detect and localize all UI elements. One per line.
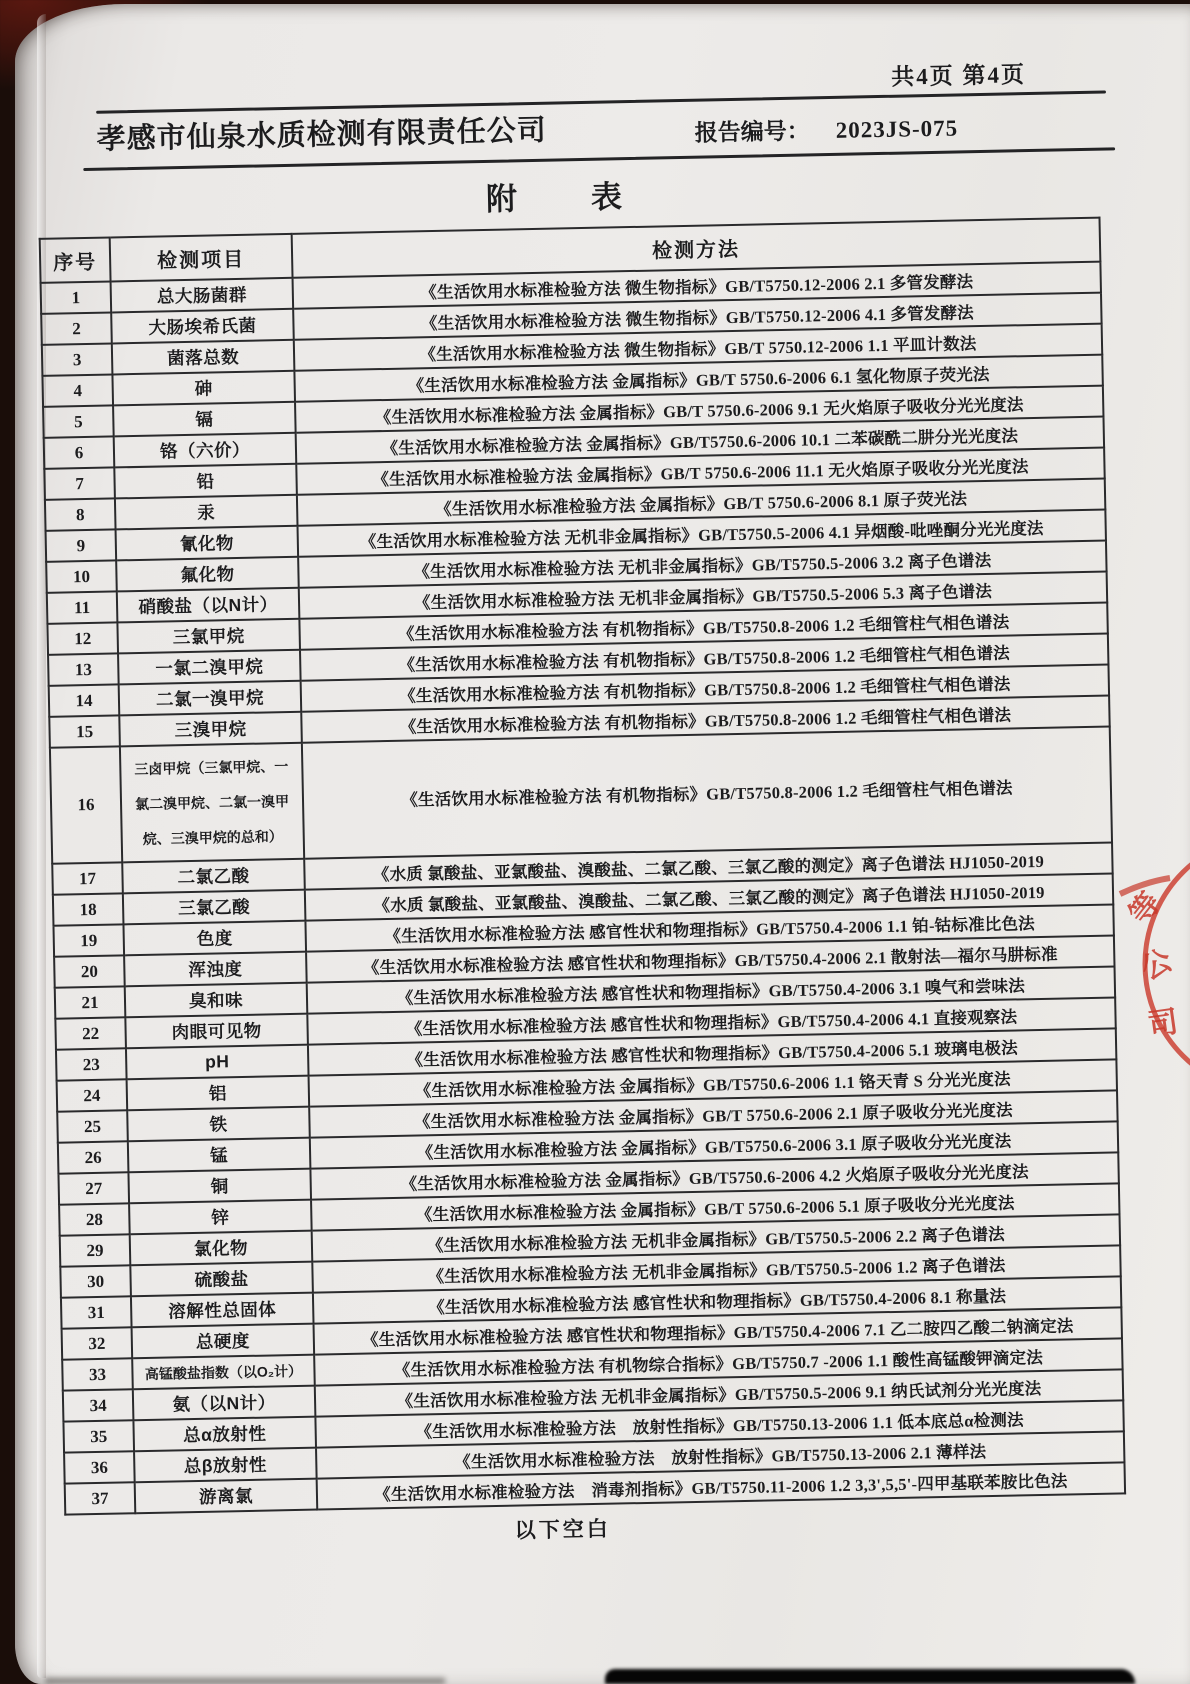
- test-item: 氯化物: [130, 1231, 313, 1266]
- test-method: 《生活饮用水标准检验方法 微生物指标》GB/T5750.12-2006 2.1 多管发酵法: [293, 262, 1101, 309]
- row-number: 25: [57, 1110, 128, 1142]
- row-number: 31: [61, 1296, 132, 1328]
- test-method: 《水质 氯酸盐、亚氯酸盐、溴酸盐、二氯乙酸、三氯乙酸的测定》离子色谱法 HJ1050-2019: [305, 873, 1113, 920]
- test-method: 《生活饮用水标准检验方法 有机物指标》GB/T5750.8-2006 1.2 毛细管柱气相色谱法: [300, 634, 1108, 681]
- test-item: 硝酸盐（以N计）: [117, 588, 300, 623]
- row-number: 2: [41, 312, 112, 344]
- test-method: 《生活饮用水标准检验方法 金属指标》GB/T5750.6-2006 3.1 原子吸收分光光度法: [310, 1121, 1118, 1168]
- scanned-page: [15, 4, 1190, 1684]
- row-number: 15: [49, 715, 120, 747]
- test-item: 一氯二溴甲烷: [118, 650, 301, 685]
- test-method: 《生活饮用水标准检验方法 感官性状和物理指标》GB/T5750.4-2006 4.1 直接观察法: [307, 997, 1115, 1044]
- test-item: 氰化物: [116, 526, 299, 561]
- row-number: 28: [59, 1203, 130, 1235]
- stamp-char: 等: [1123, 886, 1168, 931]
- test-item: 铝: [127, 1076, 310, 1111]
- row-number: 26: [58, 1141, 129, 1173]
- methods-table: [39, 217, 1126, 1516]
- row-number: 13: [48, 653, 119, 685]
- test-method: 《生活饮用水标准检验方法 无机非金属指标》GB/T5750.5-2006 9.1 纳氏试剂分光光度法: [315, 1369, 1123, 1416]
- methods-table-wrapper: [39, 217, 1126, 1516]
- row-number: 8: [45, 498, 116, 530]
- test-item: 三溴甲烷: [119, 712, 302, 747]
- row-number: 1: [41, 281, 112, 313]
- row-number: 9: [46, 529, 117, 561]
- test-method: 《生活饮用水标准检验方法 感官性状和物理指标》GB/T5750.4-2006 8.1 称量法: [313, 1276, 1121, 1323]
- report-number-value: 2023JS-075: [835, 115, 959, 143]
- table-row: [50, 727, 1112, 864]
- col-header-no: 序号: [40, 237, 111, 282]
- test-method: 《生活饮用水标准检验方法 无机非金属指标》GB/T5750.5-2006 1.2 离子色谱法: [312, 1245, 1120, 1292]
- row-number: 21: [55, 986, 126, 1018]
- company-name: 孝感市仙泉水质检测有限责任公司: [96, 114, 547, 156]
- test-item: 肉眼可见物: [125, 1014, 308, 1049]
- test-method: 《生活饮用水标准检验方法 有机物指标》GB/T5750.8-2006 1.2 毛细管柱气相色谱法: [299, 603, 1107, 650]
- row-number: 17: [52, 862, 123, 894]
- row-number: 34: [63, 1389, 134, 1421]
- row-number: 3: [42, 343, 113, 375]
- test-method: 《生活饮用水标准检验方法 消毒剂指标》GB/T5750.11-2006 1.2 3,3',5,5'-四甲基联苯胺比色法: [317, 1462, 1125, 1509]
- row-number: 5: [43, 405, 114, 437]
- scan-shadow-bottom: [605, 1669, 1135, 1684]
- row-number: 23: [56, 1048, 127, 1080]
- test-method: 《生活饮用水标准检验方法 有机物综合指标》GB/T5750.7 -2006 1.1 酸性高锰酸钾滴定法: [314, 1338, 1122, 1385]
- row-number: 16: [50, 746, 122, 863]
- test-method: 《水质 氯酸盐、亚氯酸盐、溴酸盐、二氯乙酸、三氯乙酸的测定》离子色谱法 HJ1050-2019: [304, 842, 1112, 889]
- row-number: 20: [54, 955, 125, 987]
- row-number: 19: [53, 924, 124, 956]
- test-item: 锰: [128, 1138, 311, 1173]
- test-item: 锌: [129, 1200, 312, 1235]
- test-method: 《生活饮用水标准检验方法 有机物指标》GB/T5750.8-2006 1.2 毛细管柱气相色谱法: [302, 727, 1112, 859]
- test-method: 《生活饮用水标准检验方法 金属指标》GB/T5750.6-2006 4.2 火焰原子吸收分光光度法: [310, 1152, 1118, 1199]
- test-method: 《生活饮用水标准检验方法 无机非金属指标》GB/T5750.5-2006 4.1 异烟酸-吡唑酮分光光度法: [298, 510, 1106, 557]
- row-number: 29: [60, 1234, 131, 1266]
- test-item: 大肠埃希氏菌: [111, 309, 294, 344]
- row-number: 32: [62, 1327, 133, 1359]
- test-item: 铬（六价）: [114, 433, 297, 468]
- test-method: 《生活饮用水标准检验方法 有机物指标》GB/T5750.8-2006 1.2 毛细管柱气相色谱法: [301, 696, 1109, 743]
- footer-note: 以下空白: [514, 1516, 611, 1543]
- row-number: 22: [55, 1017, 126, 1049]
- test-item: 三氯甲烷: [117, 619, 300, 654]
- test-method: 《生活饮用水标准检验方法 感官性状和物理指标》GB/T5750.4-2006 7.1 乙二胺四乙酸二钠滴定法: [314, 1307, 1122, 1354]
- test-method: 《生活饮用水标准检验方法 金属指标》GB/T 5750.6-2006 5.1 原子吸收分光光度法: [311, 1183, 1119, 1230]
- test-method: 《生活饮用水标准检验方法 金属指标》GB/T 5750.6-2006 2.1 原子吸收分光光度法: [309, 1090, 1117, 1137]
- test-item: 高锰酸盐指数（以O₂计）: [132, 1355, 315, 1390]
- row-number: 33: [62, 1358, 133, 1390]
- test-method: 《生活饮用水标准检验方法 感官性状和物理指标》GB/T5750.4-2006 1.1 铂-钴标准比色法: [305, 904, 1113, 951]
- test-item: 总大肠菌群: [111, 278, 294, 313]
- scan-shadow-bottom-left: [45, 1678, 445, 1684]
- row-number: 6: [44, 436, 115, 468]
- test-item: 二氯乙酸: [122, 859, 305, 894]
- col-header-method: 检测方法: [292, 218, 1101, 278]
- report-number-label: 报告编号：: [694, 118, 810, 146]
- stamp-char: 公: [1135, 943, 1178, 987]
- test-item: 色度: [123, 921, 306, 956]
- test-method: 《生活饮用水标准检验方法 无机非金属指标》GB/T5750.5-2006 2.2 离子色谱法: [312, 1214, 1120, 1261]
- test-method: 《生活饮用水标准检验方法 放射性指标》GB/T5750.13-2006 1.1 低本底总α检测法: [315, 1400, 1123, 1447]
- row-number: 27: [58, 1172, 129, 1204]
- row-number: 36: [64, 1451, 135, 1483]
- test-method: 《生活饮用水标准检验方法 金属指标》GB/T 5750.6-2006 11.1 无火焰原子吸收分光光度法: [296, 448, 1104, 495]
- test-item: 硫酸盐: [130, 1262, 313, 1297]
- test-item: pH: [126, 1045, 309, 1080]
- page-content: [22, 0, 1166, 1684]
- row-number: 35: [63, 1420, 134, 1452]
- test-method: 《生活饮用水标准检验方法 感官性状和物理指标》GB/T5750.4-2006 5.1 玻璃电极法: [308, 1028, 1116, 1075]
- test-item: 砷: [112, 371, 295, 406]
- test-item: 总β放射性: [134, 1448, 317, 1483]
- test-item: 总α放射性: [133, 1417, 316, 1452]
- row-number: 7: [44, 467, 115, 499]
- test-item: 铜: [128, 1169, 311, 1204]
- test-method: 《生活饮用水标准检验方法 金属指标》GB/T 5750.6-2006 6.1 氢化物原子荧光法: [294, 355, 1102, 402]
- test-item: 汞: [115, 495, 298, 530]
- test-method: 《生活饮用水标准检验方法 感官性状和物理指标》GB/T5750.4-2006 3.1 嗅气和尝味法: [307, 966, 1115, 1013]
- test-item: 游离氯: [135, 1479, 318, 1514]
- row-number: 18: [53, 893, 124, 925]
- attachment-table-title: 附 表: [485, 179, 627, 217]
- test-method: 《生活饮用水标准检验方法 感官性状和物理指标》GB/T5750.4-2006 2.1 散射法—福尔马肼标准: [306, 935, 1114, 982]
- test-item: 二氯一溴甲烷: [119, 681, 302, 716]
- test-item: 三氯乙酸: [123, 890, 306, 925]
- report-number: [694, 109, 958, 147]
- row-number: 11: [47, 591, 118, 623]
- methods-table-body: [41, 262, 1126, 1515]
- page-indicator: 共4页 第4页: [890, 62, 1027, 90]
- test-method: 《生活饮用水标准检验方法 放射性指标》GB/T5750.13-2006 2.1 薄样法: [316, 1431, 1124, 1478]
- test-method: 《生活饮用水标准检验方法 金属指标》GB/T5750.6-2006 1.1 铬天青 S 分光光度法: [309, 1059, 1117, 1106]
- test-item: 溶解性总固体: [131, 1293, 314, 1328]
- test-item: 铁: [127, 1107, 310, 1142]
- test-item: 氟化物: [116, 557, 299, 592]
- test-method: 《生活饮用水标准检验方法 无机非金属指标》GB/T5750.5-2006 5.3 离子色谱法: [299, 572, 1107, 619]
- col-header-item: 检测项目: [110, 234, 293, 282]
- test-item: 铅: [114, 464, 297, 499]
- row-number: 24: [57, 1079, 128, 1111]
- test-method: 《生活饮用水标准检验方法 金属指标》GB/T5750.6-2006 10.1 二苯碳酰二肼分光光度法: [296, 417, 1104, 464]
- row-number: 30: [60, 1265, 131, 1297]
- test-item: 总硬度: [132, 1324, 315, 1359]
- test-item: 镉: [113, 402, 296, 437]
- test-method: 《生活饮用水标准检验方法 无机非金属指标》GB/T5750.5-2006 3.2 离子色谱法: [298, 541, 1106, 588]
- row-number: 14: [49, 684, 120, 716]
- test-method: 《生活饮用水标准检验方法 有机物指标》GB/T5750.8-2006 1.2 毛细管柱气相色谱法: [301, 665, 1109, 712]
- test-item: 浑浊度: [124, 952, 307, 987]
- row-number: 10: [46, 560, 117, 592]
- test-item: 臭和味: [125, 983, 308, 1018]
- test-item: 菌落总数: [112, 340, 295, 375]
- test-method: 《生活饮用水标准检验方法 金属指标》GB/T 5750.6-2006 8.1 原子荧光法: [297, 479, 1105, 526]
- test-item: 氨（以N计）: [133, 1386, 316, 1421]
- test-method: 《生活饮用水标准检验方法 金属指标》GB/T 5750.6-2006 9.1 无火焰原子吸收分光光度法: [295, 386, 1103, 433]
- row-number: 12: [47, 622, 118, 654]
- row-number: 4: [42, 374, 113, 406]
- stamp-char: 司: [1145, 1005, 1181, 1043]
- row-number: 37: [65, 1482, 136, 1514]
- test-method: 《生活饮用水标准检验方法 微生物指标》GB/T5750.12-2006 4.1 多管发酵法: [293, 293, 1101, 340]
- test-item: 三卤甲烷（三氯甲烷、一氯二溴甲烷、二氯一溴甲烷、三溴甲烷的总和）: [120, 743, 304, 863]
- test-method: 《生活饮用水标准检验方法 微生物指标》GB/T 5750.12-2006 1.1 平皿计数法: [294, 324, 1102, 371]
